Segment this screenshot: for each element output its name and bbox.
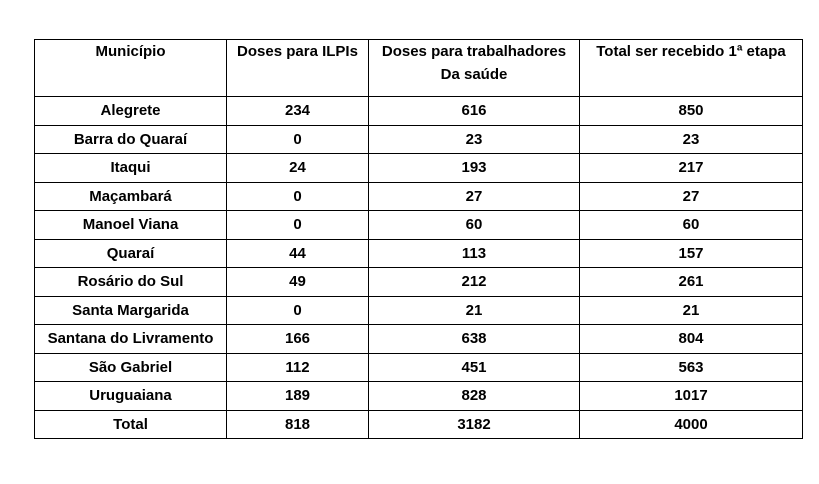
table-row [35,97,803,126]
cell-ilpis: 44 [227,239,369,268]
cell-municipio: Santa Margarida [35,296,227,325]
vaccine-distribution-table [34,39,803,439]
cell-total: 157 [580,239,803,268]
table-row [35,239,803,268]
cell-ilpis: 49 [227,268,369,297]
table-row [35,382,803,411]
cell-trabalhadores: 616 [369,97,580,126]
cell-municipio: Quaraí [35,239,227,268]
cell-trabalhadores: 638 [369,325,580,354]
cell-total: 21 [580,296,803,325]
cell-municipio: Manoel Viana [35,211,227,240]
cell-ilpis: 0 [227,211,369,240]
cell-ilpis: 112 [227,353,369,382]
cell-total: 261 [580,268,803,297]
cell-total-label: Total [35,410,227,439]
cell-municipio: Barra do Quaraí [35,125,227,154]
cell-trabalhadores: 113 [369,239,580,268]
cell-total-trabalhadores: 3182 [369,410,580,439]
table-row [35,353,803,382]
cell-total: 217 [580,154,803,183]
cell-municipio: Uruguaiana [35,382,227,411]
cell-municipio: São Gabriel [35,353,227,382]
cell-trabalhadores: 828 [369,382,580,411]
cell-trabalhadores: 193 [369,154,580,183]
header-doses-ilpis: Doses para ILPIs [227,40,369,97]
cell-ilpis: 0 [227,182,369,211]
cell-ilpis: 189 [227,382,369,411]
cell-trabalhadores: 23 [369,125,580,154]
totals-row [35,410,803,439]
cell-total: 27 [580,182,803,211]
table-row [35,268,803,297]
cell-municipio: Rosário do Sul [35,268,227,297]
cell-total: 1017 [580,382,803,411]
cell-trabalhadores: 212 [369,268,580,297]
cell-total-total: 4000 [580,410,803,439]
cell-total: 850 [580,97,803,126]
cell-ilpis: 234 [227,97,369,126]
cell-total-ilpis: 818 [227,410,369,439]
cell-total: 563 [580,353,803,382]
cell-municipio: Alegrete [35,97,227,126]
table-row [35,325,803,354]
table-row [35,211,803,240]
table-row [35,154,803,183]
cell-ilpis: 166 [227,325,369,354]
cell-trabalhadores: 60 [369,211,580,240]
cell-ilpis: 0 [227,296,369,325]
header-total: Total ser recebido 1ª etapa [580,40,803,97]
cell-ilpis: 24 [227,154,369,183]
cell-trabalhadores: 21 [369,296,580,325]
cell-municipio: Santana do Livramento [35,325,227,354]
header-municipio: Município [35,40,227,97]
header-doses-trabalhadores: Doses para trabalhadores Da saúde [369,40,580,97]
cell-total: 23 [580,125,803,154]
header-row [35,40,803,97]
cell-trabalhadores: 451 [369,353,580,382]
cell-total: 804 [580,325,803,354]
cell-ilpis: 0 [227,125,369,154]
table-row [35,182,803,211]
table-row [35,125,803,154]
table-row [35,296,803,325]
cell-municipio: Itaqui [35,154,227,183]
cell-trabalhadores: 27 [369,182,580,211]
cell-total: 60 [580,211,803,240]
cell-municipio: Maçambará [35,182,227,211]
